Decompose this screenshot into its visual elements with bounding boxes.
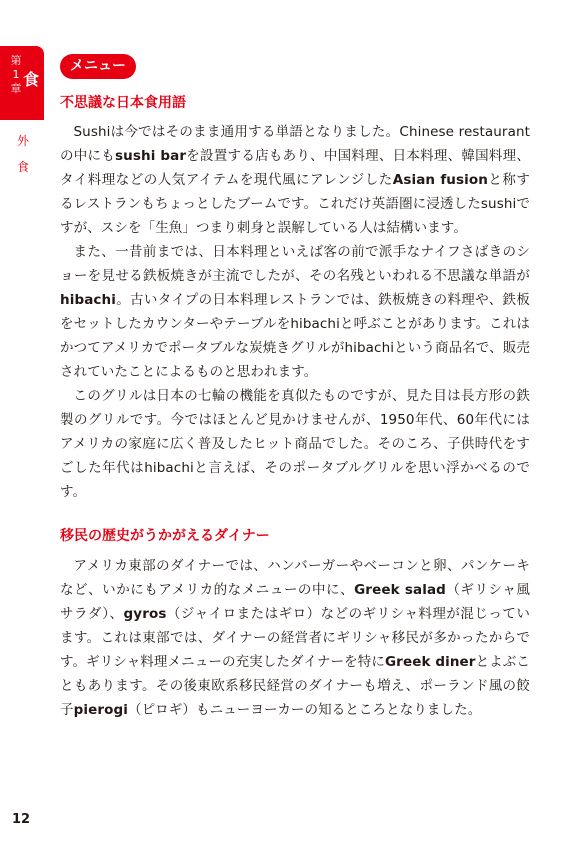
text-run: Sushiは今ではそのまま通用する単語となりました。Chinese restaurantの中にも <box>60 124 530 164</box>
section-label: メニュー <box>60 54 136 79</box>
page-number: 12 <box>12 812 31 827</box>
chapter-tab <box>0 46 44 120</box>
paragraph-sushi <box>60 120 530 240</box>
paragraph-diner <box>60 554 530 722</box>
chapter-number-label <box>8 54 24 96</box>
text-run: とよぶこともあります。その後東欧系移民経営のダイナーも増え、ポーランド風の餃子 <box>60 654 530 718</box>
paragraph-grill <box>60 384 530 504</box>
chapter-number: 1 <box>12 68 20 81</box>
text-run: を設置する店もあり、中国料理、日本料理、韓国料理、タイ料理などの人気アイテムを現代風にアレンジした <box>60 148 531 188</box>
body-section-2 <box>60 554 530 722</box>
subsection-char-1: 外 <box>16 134 29 148</box>
paragraph-hibachi <box>60 240 530 384</box>
bold-term: Asian fusion <box>392 172 488 188</box>
heading-japanese-food-terms: 不思議な日本食用語 <box>60 95 186 111</box>
subsection-label <box>16 128 30 180</box>
text-run: （ギリシャ風サラダ）、 <box>60 582 530 622</box>
bold-term: sushi bar <box>115 148 187 164</box>
bold-term: Greek diner <box>385 654 476 670</box>
bold-term: pierogi <box>73 702 128 718</box>
text-run: また、一昔前までは、日本料理といえば客の前で派手なナイフさばきのショーを見せる鉄板焼きが主流でしたが、その名残といわれる不思議な単語が <box>60 244 530 284</box>
chapter-title-char: 食 <box>23 70 40 89</box>
chapter-prefix: 第 <box>10 54 22 67</box>
text-run: このグリルは日本の七輪の機能を真似たものですが、見た目は長方形の鉄製のグリルです。今ではほとんど見かけませんが、1950年代、60年代にはアメリカの家庭に広く普及したヒット商品でした。そのころ、子供時代をすごした年代はhibachiと言えば、そのポータブルグリルを思い浮かべるのです。 <box>60 388 530 500</box>
subsection-char-2: 食 <box>16 160 29 174</box>
heading-diner-history: 移民の歴史がうかがえるダイナー <box>60 528 270 544</box>
text-run: （ピロギ）もニューヨーカーの知るところとなりました。 <box>127 702 482 718</box>
text-run: アメリカ東部のダイナーでは、ハンバーガーやベーコンと卵、パンケーキなど、いかにもアメリカ的なメニューの中に、 <box>60 558 530 598</box>
body-section-1 <box>60 120 530 504</box>
bold-term: hibachi <box>60 292 116 308</box>
chapter-suffix: 章 <box>10 82 22 95</box>
text-run: と称するレストランもちょっとしたブームです。これだけ英語圏に浸透したsushiですが、スシを「生魚」つまり刺身と誤解している人は結構います。 <box>60 172 530 236</box>
text-run: 。古いタイプの日本料理レストランでは、鉄板焼きの料理や、鉄板をセットしたカウンターやテーブルをhibachiと呼ぶことがあります。これはかつてアメリカでポータブルな炭焼きグリルがhibachiという商品名で、販売されていたことによるものと思われます。 <box>60 292 530 380</box>
bold-term: Greek salad <box>354 582 446 598</box>
text-run: （ジャイロまたはギロ）などのギリシャ料理が混じっています。これは東部では、ダイナーの経営者にギリシャ移民が多かったからです。ギリシャ料理メニューの充実したダイナーを特に <box>60 606 530 670</box>
bold-term: gyros <box>123 606 167 622</box>
